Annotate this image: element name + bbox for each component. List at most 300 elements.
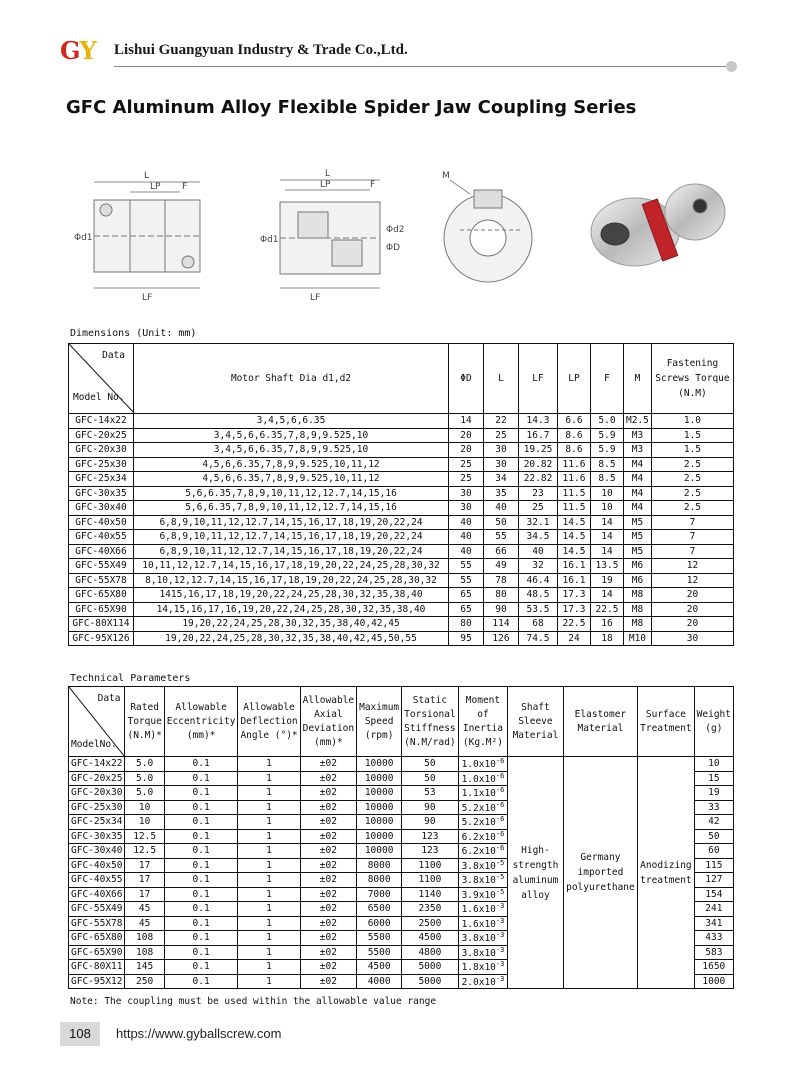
technical-header-row xyxy=(69,687,734,757)
technical-body xyxy=(69,757,734,989)
table-cell: GFC-14x22 xyxy=(69,414,134,429)
table-cell: 1650 xyxy=(694,960,733,975)
table-cell: 8.5 xyxy=(591,472,624,487)
table-cell: 1 xyxy=(238,800,300,815)
table-cell: 10000 xyxy=(357,786,402,801)
table-cell: 8.5 xyxy=(591,457,624,472)
table-cell: 1000 xyxy=(694,974,733,989)
table-cell: GFC-40x50 xyxy=(69,858,125,873)
table-cell: 55 xyxy=(449,559,484,574)
dimensions-caption: Dimensions (Unit: mm) xyxy=(70,328,197,339)
table-cell: 154 xyxy=(694,887,733,902)
table-cell: 35 xyxy=(484,486,519,501)
table-row xyxy=(69,530,734,545)
table-row xyxy=(69,631,734,646)
table-cell: 14 xyxy=(591,530,624,545)
table-cell: 10000 xyxy=(357,829,402,844)
table-cell: 241 xyxy=(694,902,733,917)
table-cell: 15 xyxy=(694,771,733,786)
company-name: Lishui Guangyuan Industry & Trade Co.,Ltd. xyxy=(114,42,408,58)
table-cell: 8000 xyxy=(357,873,402,888)
table-cell: 34 xyxy=(484,472,519,487)
table-cell: 10 xyxy=(591,486,624,501)
table-cell: 10000 xyxy=(357,844,402,859)
inertia-exponent: -6 xyxy=(495,815,505,824)
data-label: Data xyxy=(102,350,125,361)
tech-data-label: Data xyxy=(97,693,121,704)
table-cell: 10 xyxy=(125,800,164,815)
table-row xyxy=(69,588,734,603)
table-cell: 4800 xyxy=(402,945,458,960)
merged-sleeve-cell: High-strength aluminum alloy xyxy=(508,757,563,989)
table-cell: ±02 xyxy=(300,771,356,786)
label-L-2: L xyxy=(325,169,331,179)
table-cell: 30 xyxy=(449,501,484,516)
table-cell: 17.3 xyxy=(558,602,591,617)
table-cell: 1 xyxy=(238,873,300,888)
table-cell: 68 xyxy=(519,617,558,632)
table-cell: GFC-65X80 xyxy=(69,931,125,946)
table-cell: 11.5 xyxy=(558,501,591,516)
table-cell: ±02 xyxy=(300,829,356,844)
table-cell: M4 xyxy=(624,501,652,516)
table-cell: 14.3 xyxy=(519,414,558,429)
table-cell: 0.1 xyxy=(164,960,238,975)
table-cell: GFC-25x34 xyxy=(69,815,125,830)
table-cell: 5000 xyxy=(402,960,458,975)
table-cell: 5.9 xyxy=(591,443,624,458)
inertia-exponent: -3 xyxy=(495,902,505,911)
table-cell: 23 xyxy=(519,486,558,501)
table-cell: GFC-40x55 xyxy=(69,873,125,888)
table-cell: 20 xyxy=(651,588,733,603)
table-cell: 95 xyxy=(449,631,484,646)
table-cell: 0.1 xyxy=(164,887,238,902)
dimensions-table xyxy=(68,343,734,646)
table-row xyxy=(69,544,734,559)
inertia-exponent: -6 xyxy=(495,829,505,838)
table-cell: 341 xyxy=(694,916,733,931)
merged-surface-cell: Anodizing treatment xyxy=(638,757,695,989)
table-cell: M5 xyxy=(624,515,652,530)
label-D: ΦD xyxy=(386,243,401,253)
drawing-end-view xyxy=(444,180,532,282)
table-cell: 4,5,6,6.35,7,8,9,9.525,10,11,12 xyxy=(134,472,449,487)
technical-caption: Technical Parameters xyxy=(70,673,191,684)
table-cell: 14 xyxy=(591,588,624,603)
table-cell: M8 xyxy=(624,617,652,632)
table-cell: 114 xyxy=(484,617,519,632)
table-cell: 1 xyxy=(238,931,300,946)
table-cell: 50 xyxy=(484,515,519,530)
surface-header: Surface Treatment xyxy=(638,687,695,757)
stiff-header: Static Torsional Stiffness (N.M/rad) xyxy=(402,687,458,757)
table-cell: 32 xyxy=(519,559,558,574)
table-row xyxy=(69,443,734,458)
table-cell: ±02 xyxy=(300,815,356,830)
table-cell: GFC-65X90 xyxy=(69,602,134,617)
table-cell: ±02 xyxy=(300,960,356,975)
table-cell: 0.1 xyxy=(164,858,238,873)
table-cell: 20 xyxy=(449,428,484,443)
table-cell: 17 xyxy=(125,858,164,873)
table-cell: 17 xyxy=(125,873,164,888)
table-cell: 0.1 xyxy=(164,786,238,801)
table-cell: 19,20,22,24,25,28,30,32,35,38,40,42,45 xyxy=(134,617,449,632)
table-cell: 2.5 xyxy=(651,472,733,487)
table-cell: 2.5 xyxy=(651,486,733,501)
table-cell: 20 xyxy=(449,443,484,458)
table-cell: 80 xyxy=(484,588,519,603)
inertia-cell xyxy=(458,786,508,801)
inertia-base: 6.2x10 xyxy=(461,846,496,858)
table-cell: 90 xyxy=(402,800,458,815)
tech-data-model-header-cell xyxy=(69,687,125,757)
table-cell: 45 xyxy=(125,902,164,917)
table-cell: 53.5 xyxy=(519,602,558,617)
table-cell: 145 xyxy=(125,960,164,975)
M-header: M xyxy=(624,344,652,414)
inertia-exponent: -6 xyxy=(495,786,505,795)
technical-table xyxy=(68,686,734,989)
table-cell: 2.5 xyxy=(651,501,733,516)
table-cell: 17 xyxy=(125,887,164,902)
inertia-cell xyxy=(458,974,508,989)
table-cell: 12.5 xyxy=(125,844,164,859)
table-cell: 50 xyxy=(402,771,458,786)
table-cell: 10000 xyxy=(357,815,402,830)
table-cell: 1.0 xyxy=(651,414,733,429)
inertia-exponent: -6 xyxy=(495,844,505,853)
table-cell: 1100 xyxy=(402,873,458,888)
table-row xyxy=(69,559,734,574)
table-cell: 2350 xyxy=(402,902,458,917)
table-cell: 30 xyxy=(651,631,733,646)
table-cell: GFC-55X78 xyxy=(69,916,125,931)
table-cell: 0.1 xyxy=(164,815,238,830)
table-cell: GFC-55X49 xyxy=(69,902,125,917)
L-header: L xyxy=(484,344,519,414)
inertia-base: 3.8x10 xyxy=(461,875,496,887)
table-cell: 1415,16,17,18,19,20,22,24,25,28,30,32,35,38,40 xyxy=(134,588,449,603)
table-cell: 40 xyxy=(449,530,484,545)
table-cell: 20 xyxy=(651,617,733,632)
table-cell: ±02 xyxy=(300,786,356,801)
table-cell: 5000 xyxy=(402,974,458,989)
inertia-exponent: -6 xyxy=(495,757,505,766)
table-cell: 1 xyxy=(238,771,300,786)
table-cell: GFC-20x25 xyxy=(69,771,125,786)
inertia-base: 6.2x10 xyxy=(461,831,496,843)
inertia-cell xyxy=(458,931,508,946)
table-cell: 6,8,9,10,11,12,12.7,14,15,16,17,18,19,20,22,24 xyxy=(134,544,449,559)
header-rule xyxy=(114,66,726,67)
table-cell: 0.1 xyxy=(164,902,238,917)
drawing-svg xyxy=(70,160,750,310)
inertia-cell xyxy=(458,873,508,888)
inertia-cell xyxy=(458,757,508,772)
table-cell: 40 xyxy=(449,544,484,559)
table-cell: GFC-40X66 xyxy=(69,887,125,902)
label-F: F xyxy=(182,182,188,192)
drawing-side-view xyxy=(94,182,200,288)
table-cell: 30 xyxy=(484,443,519,458)
table-cell: 12.5 xyxy=(125,829,164,844)
table-cell: 1 xyxy=(238,902,300,917)
elast-header: Elastomer Material xyxy=(563,687,638,757)
table-cell: ±02 xyxy=(300,902,356,917)
table-cell: 16.7 xyxy=(519,428,558,443)
table-cell: 74.5 xyxy=(519,631,558,646)
table-cell: 5,6,6.35,7,8,9,10,11,12,12.7,14,15,16 xyxy=(134,486,449,501)
table-cell: 11.6 xyxy=(558,472,591,487)
inertia-exponent: -5 xyxy=(495,873,505,882)
table-cell: 6000 xyxy=(357,916,402,931)
LP-header: LP xyxy=(558,344,591,414)
table-row xyxy=(69,617,734,632)
table-cell: GFC-25x34 xyxy=(69,472,134,487)
table-cell: 80 xyxy=(449,617,484,632)
page-header xyxy=(60,36,740,72)
table-cell: 13.5 xyxy=(591,559,624,574)
table-cell: ±02 xyxy=(300,858,356,873)
dimensions-header-row xyxy=(69,344,734,414)
label-d2: Φd2 xyxy=(386,225,405,235)
torque-header: Fastening Screws Torque (N.M) xyxy=(651,344,733,414)
page-footer xyxy=(60,1022,740,1048)
table-cell: 53 xyxy=(402,786,458,801)
table-cell: 1140 xyxy=(402,887,458,902)
table-cell: 48.5 xyxy=(519,588,558,603)
F-header: F xyxy=(591,344,624,414)
table-cell: 127 xyxy=(694,873,733,888)
label-L: L xyxy=(144,171,150,181)
table-row xyxy=(69,501,734,516)
table-cell: 0.1 xyxy=(164,829,238,844)
table-row xyxy=(69,486,734,501)
table-cell: GFC-55X78 xyxy=(69,573,134,588)
table-cell: 50 xyxy=(402,757,458,772)
inertia-base: 5.2x10 xyxy=(461,817,496,829)
table-cell: 19,20,22,24,25,28,30,32,35,38,40,42,45,50,55 xyxy=(134,631,449,646)
table-cell: 1 xyxy=(238,815,300,830)
table-cell: 25 xyxy=(449,472,484,487)
header-dot xyxy=(726,61,737,72)
table-cell: 1.5 xyxy=(651,428,733,443)
table-cell: 45 xyxy=(125,916,164,931)
inertia-cell xyxy=(458,844,508,859)
table-cell: GFC-20x30 xyxy=(69,786,125,801)
inertia-exponent: -5 xyxy=(495,887,505,896)
table-cell: 60 xyxy=(694,844,733,859)
table-cell: ±02 xyxy=(300,931,356,946)
table-cell: GFC-30x35 xyxy=(69,486,134,501)
table-cell: 0.1 xyxy=(164,771,238,786)
table-cell: 19.25 xyxy=(519,443,558,458)
table-cell: 14.5 xyxy=(558,544,591,559)
table-cell: 1.5 xyxy=(651,443,733,458)
table-cell: 20 xyxy=(651,602,733,617)
table-cell: 10000 xyxy=(357,757,402,772)
table-cell: 2500 xyxy=(402,916,458,931)
inertia-cell xyxy=(458,887,508,902)
table-cell: 10 xyxy=(591,501,624,516)
table-cell: 14 xyxy=(591,515,624,530)
table-row xyxy=(69,414,734,429)
table-cell: 90 xyxy=(402,815,458,830)
table-cell: 65 xyxy=(449,602,484,617)
table-cell: 50 xyxy=(694,829,733,844)
inertia-base: 1.0x10 xyxy=(461,759,496,771)
dimensions-body xyxy=(69,414,734,646)
table-cell: 5.0 xyxy=(125,786,164,801)
table-cell: 3,4,5,6,6.35 xyxy=(134,414,449,429)
table-cell: M6 xyxy=(624,573,652,588)
rated-header: Rated Torque (N.M)* xyxy=(125,687,164,757)
table-cell: 0.1 xyxy=(164,844,238,859)
model-label: Model No. xyxy=(73,392,125,403)
usage-note: Note: The coupling must be used within the allowable value range xyxy=(70,996,437,1007)
table-cell: 55 xyxy=(449,573,484,588)
LF-header: LF xyxy=(519,344,558,414)
inertia-header: Moment of Inertia (Kg.M²) xyxy=(458,687,508,757)
inertia-exponent: -6 xyxy=(495,800,505,809)
table-cell: 6500 xyxy=(357,902,402,917)
table-row xyxy=(69,573,734,588)
table-row xyxy=(69,428,734,443)
table-cell: 40 xyxy=(449,515,484,530)
merged-elast-cell: Germany imported polyurethane xyxy=(563,757,638,989)
table-cell: 1 xyxy=(238,844,300,859)
table-cell: M6 xyxy=(624,559,652,574)
table-cell: 8,10,12,12.7,14,15,16,17,18,19,20,22,24,25,28,30,32 xyxy=(134,573,449,588)
table-cell: 32.1 xyxy=(519,515,558,530)
table-cell: 17.3 xyxy=(558,588,591,603)
table-cell: 123 xyxy=(402,829,458,844)
company-logo: GY xyxy=(60,36,96,65)
drawing-top-view xyxy=(280,180,380,288)
table-row xyxy=(69,457,734,472)
sleeve-header: Shaft Sleeve Material xyxy=(508,687,563,757)
table-cell: 40 xyxy=(484,501,519,516)
inertia-cell xyxy=(458,800,508,815)
table-cell: ±02 xyxy=(300,945,356,960)
table-cell: GFC-20x25 xyxy=(69,428,134,443)
table-cell: 20.82 xyxy=(519,457,558,472)
technical-drawings xyxy=(70,160,750,310)
label-LP: LP xyxy=(150,182,161,192)
table-cell: 108 xyxy=(125,931,164,946)
website-link[interactable]: https://www.gyballscrew.com xyxy=(116,1026,282,1041)
table-cell: ±02 xyxy=(300,974,356,989)
inertia-base: 3.8x10 xyxy=(461,947,496,959)
inertia-cell xyxy=(458,771,508,786)
table-cell: 6,8,9,10,11,12,12.7,14,15,16,17,18,19,20,22,24 xyxy=(134,530,449,545)
inertia-base: 5.2x10 xyxy=(461,802,496,814)
table-cell: 14.5 xyxy=(558,515,591,530)
table-cell: 6,8,9,10,11,12,12.7,14,15,16,17,18,19,20,22,24 xyxy=(134,515,449,530)
table-cell: 14,15,16,17,16,19,20,22,24,25,28,30,32,35,38,40 xyxy=(134,602,449,617)
table-cell: GFC-40x50 xyxy=(69,515,134,530)
table-cell: 8.6 xyxy=(558,443,591,458)
table-cell: 90 xyxy=(484,602,519,617)
table-cell: 19 xyxy=(694,786,733,801)
table-cell: 1 xyxy=(238,887,300,902)
table-cell: 0.1 xyxy=(164,945,238,960)
table-cell: 46.4 xyxy=(519,573,558,588)
speed-header: Maximum Speed (rpm) xyxy=(357,687,402,757)
table-cell: 16.1 xyxy=(558,559,591,574)
table-cell: 433 xyxy=(694,931,733,946)
label-d1: Φd1 xyxy=(74,233,93,243)
axial-header: Allowable Axial Deviation (mm)* xyxy=(300,687,356,757)
table-cell: 0.1 xyxy=(164,873,238,888)
table-cell: GFC-80X11 xyxy=(69,960,125,975)
table-cell: M3 xyxy=(624,428,652,443)
table-cell: 126 xyxy=(484,631,519,646)
table-cell: GFC-40X66 xyxy=(69,544,134,559)
inertia-cell xyxy=(458,815,508,830)
table-cell: GFC-25x30 xyxy=(69,457,134,472)
inertia-base: 3.9x10 xyxy=(461,889,496,901)
D-header: ΦD xyxy=(449,344,484,414)
table-cell: 7 xyxy=(651,544,733,559)
table-cell: 0.1 xyxy=(164,974,238,989)
table-cell: M4 xyxy=(624,486,652,501)
table-cell: 5,6,6.35,7,8,9,10,11,12,12.7,14,15,16 xyxy=(134,501,449,516)
table-cell: GFC-25x30 xyxy=(69,800,125,815)
table-cell: 5500 xyxy=(357,931,402,946)
table-cell: 0.1 xyxy=(164,916,238,931)
table-cell: 6.6 xyxy=(558,414,591,429)
inertia-cell xyxy=(458,902,508,917)
table-cell: 78 xyxy=(484,573,519,588)
table-cell: 1100 xyxy=(402,858,458,873)
inertia-base: 1.0x10 xyxy=(461,773,496,785)
table-cell: 10000 xyxy=(357,771,402,786)
table-cell: 40 xyxy=(519,544,558,559)
inertia-base: 2.0x10 xyxy=(461,976,496,988)
table-cell: 7000 xyxy=(357,887,402,902)
table-cell: 25 xyxy=(484,428,519,443)
table-cell: 0.1 xyxy=(164,757,238,772)
table-cell: 25 xyxy=(519,501,558,516)
table-cell: 3,4,5,6,6.35,7,8,9,9.525,10 xyxy=(134,443,449,458)
inertia-exponent: -3 xyxy=(495,960,505,969)
table-cell: 10,11,12,12.7,14,15,16,17,18,19,20,22,24,25,28,30,32 xyxy=(134,559,449,574)
table-cell: 4500 xyxy=(357,960,402,975)
table-cell: 11.6 xyxy=(558,457,591,472)
table-cell: ±02 xyxy=(300,916,356,931)
label-M: M xyxy=(442,171,450,181)
inertia-base: 3.8x10 xyxy=(461,933,496,945)
label-d1-2: Φd1 xyxy=(260,235,279,245)
table-cell: M8 xyxy=(624,602,652,617)
inertia-base: 3.8x10 xyxy=(461,860,496,872)
inertia-exponent: -3 xyxy=(495,945,505,954)
table-cell: 30 xyxy=(449,486,484,501)
table-cell: 5.9 xyxy=(591,428,624,443)
table-cell: GFC-30x40 xyxy=(69,501,134,516)
inertia-exponent: -3 xyxy=(495,931,505,940)
table-cell: 18 xyxy=(591,631,624,646)
table-cell: 55 xyxy=(484,530,519,545)
table-cell: 25 xyxy=(449,457,484,472)
table-cell: 24 xyxy=(558,631,591,646)
ecc-header: Allowable Eccentricity (mm)* xyxy=(164,687,238,757)
table-cell: 14.5 xyxy=(558,530,591,545)
table-cell: 115 xyxy=(694,858,733,873)
